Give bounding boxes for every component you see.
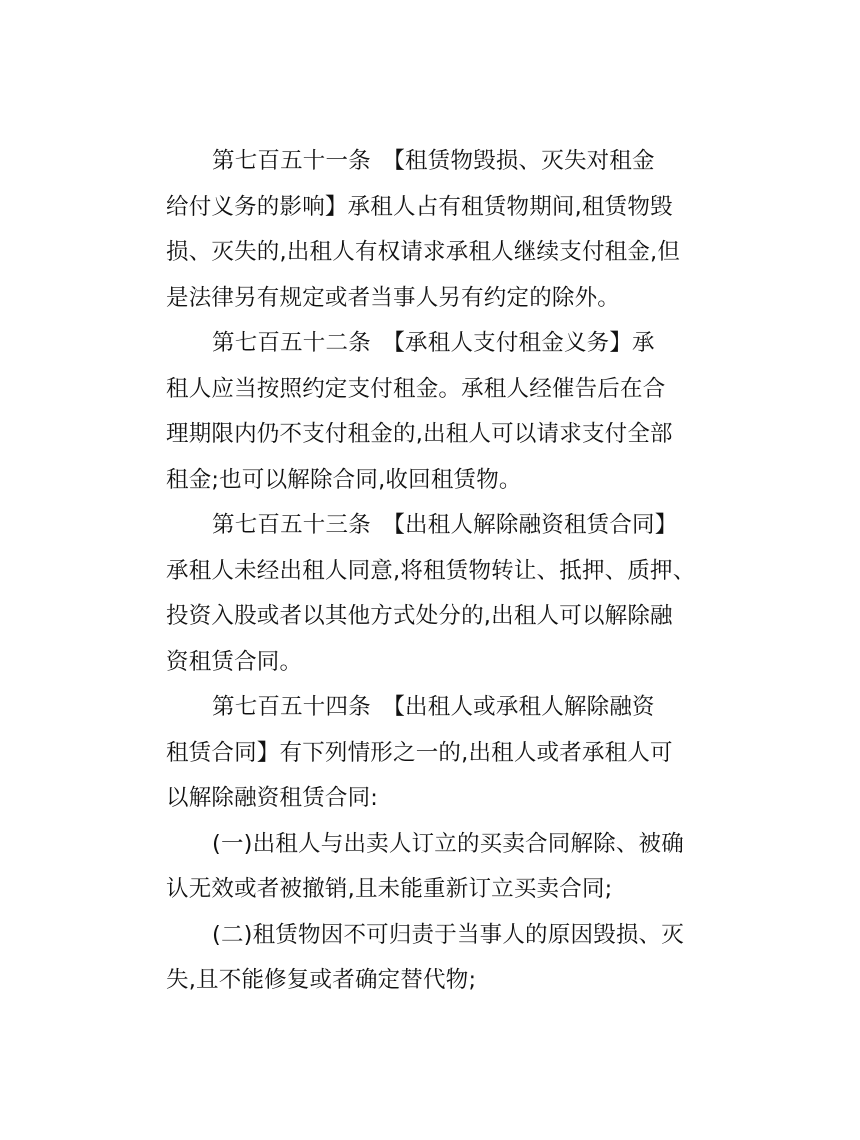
article-752-heading-line: 第七百五十二条 【承租人支付租金义务】承 (212, 330, 655, 356)
article-754-item-2-line: 失,且不能修复或者确定替代物; (166, 967, 477, 993)
article-751-text-line: 是法律另有规定或者当事人另有约定的除外。 (166, 285, 621, 311)
article-753-heading-line: 第七百五十三条 【出租人解除融资租赁合同】 (212, 512, 678, 538)
article-754-text-line: 租赁合同】有下列情形之一的,出租人或者承租人可 (166, 740, 673, 766)
article-752-text-line: 理期限内仍不支付租金的,出租人可以请求支付全部 (166, 421, 673, 447)
article-754-item-2-line: (二)租赁物因不可归责于当事人的原因毁损、灭 (212, 922, 684, 948)
article-753-text-line: 承租人未经出租人同意,将租赁物转让、抵押、质押、 (166, 558, 696, 584)
article-754-text-line: 以解除融资租赁合同: (166, 785, 379, 811)
article-752-text-line: 租金;也可以解除合同,收回租赁物。 (166, 467, 522, 493)
article-752-text-line: 租人应当按照约定支付租金。承租人经催告后在合 (166, 376, 666, 402)
article-754-heading-line: 第七百五十四条 【出租人或承租人解除融资 (212, 694, 655, 720)
article-753-text-line: 资租赁合同。 (166, 649, 303, 675)
article-753-text-line: 投资入股或者以其他方式处分的,出租人可以解除融 (166, 603, 673, 629)
article-751-heading-line: 第七百五十一条 【租赁物毁损、灭失对租金 (212, 148, 655, 174)
article-754-item-1-line: 认无效或者被撤销,且未能重新订立买卖合同; (166, 876, 613, 902)
article-751-text-line: 损、灭失的,出租人有权请求承租人继续支付租金,但 (166, 239, 681, 265)
article-751-text-line: 给付义务的影响】承租人占有租赁物期间,租赁物毁 (166, 194, 673, 220)
article-754-item-1-line: (一)出租人与出卖人订立的买卖合同解除、被确 (212, 831, 684, 857)
